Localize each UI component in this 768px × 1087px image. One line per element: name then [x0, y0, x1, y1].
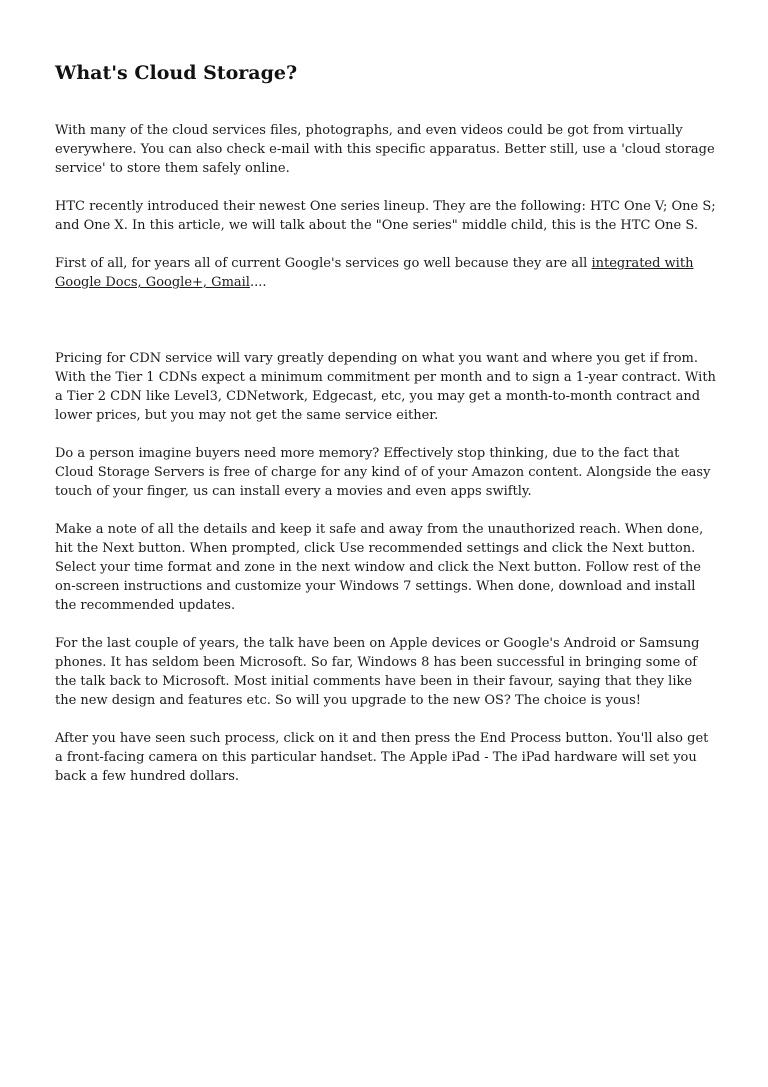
paragraph-intro: With many of the cloud services files, photographs, and even videos could be got from virtually everywhere. You can also check e-mail with this specific apparatus. Better still, use a 'cloud storage service' to store them safely online. [55, 123, 715, 176]
paragraph-end-process: After you have seen such process, click on it and then press the End Process button. You'll also get a front-facing camera on this particular handset. The Apple iPad - The iPad hardware will set you back a few hundred dollars. [55, 731, 709, 784]
document-page [55, 58, 717, 786]
paragraph-cdn-pricing: Pricing for CDN service will vary greatly depending on what you want and where you get if from. With the Tier 1 CDNs expect a minimum commitment per month and to sign a 1-year contract. With a Tier 2 CDN like Level3, CDNetwork, Edgecast, etc, you may get a month-to-month contract and lower prices, but you may not get the same service either. [55, 351, 716, 423]
paragraph-windows-setup: Make a note of all the details and keep it safe and away from the unauthorized reach. When done, hit the Next button. When prompted, click Use recommended settings and click the Next button. Select your time format and zone in the next window and click the Next button. Follow rest of the on-screen instructions and customize your Windows 7 settings. When done, download and install the recommended updates. [55, 522, 704, 613]
paragraph-google-ellipsis: .... [249, 275, 267, 290]
paragraph-htc: HTC recently introduced their newest One series lineup. They are the following: HTC One V; One S; and One X. In this article, we will talk about the "One series" middle child, this is the HTC One S. [55, 199, 716, 233]
paragraph-google-text: First of all, for years all of current Google's services go well because they are all [55, 256, 592, 271]
paragraph-google [55, 254, 717, 292]
page-title: What's Cloud Storage? [55, 62, 298, 84]
paragraph-memory: Do a person imagine buyers need more memory? Effectively stop thinking, due to the fact that Cloud Storage Servers is free of charge for any kind of of your Amazon content. Alongside the easy touch of your finger, us can install every a movies and even apps swiftly. [55, 446, 711, 499]
google-services-link[interactable]: integrated with Google Docs, Google+, Gmail [55, 256, 694, 290]
paragraph-windows8: For the last couple of years, the talk have been on Apple devices or Google's Android or Samsung phones. It has seldom been Microsoft. So far, Windows 8 has been successful in bringing some of the talk back to Microsoft. Most initial comments have been in their favour, saying that they like the new design and features etc. So will you upgrade to the new OS? The choice is yous! [55, 636, 700, 708]
